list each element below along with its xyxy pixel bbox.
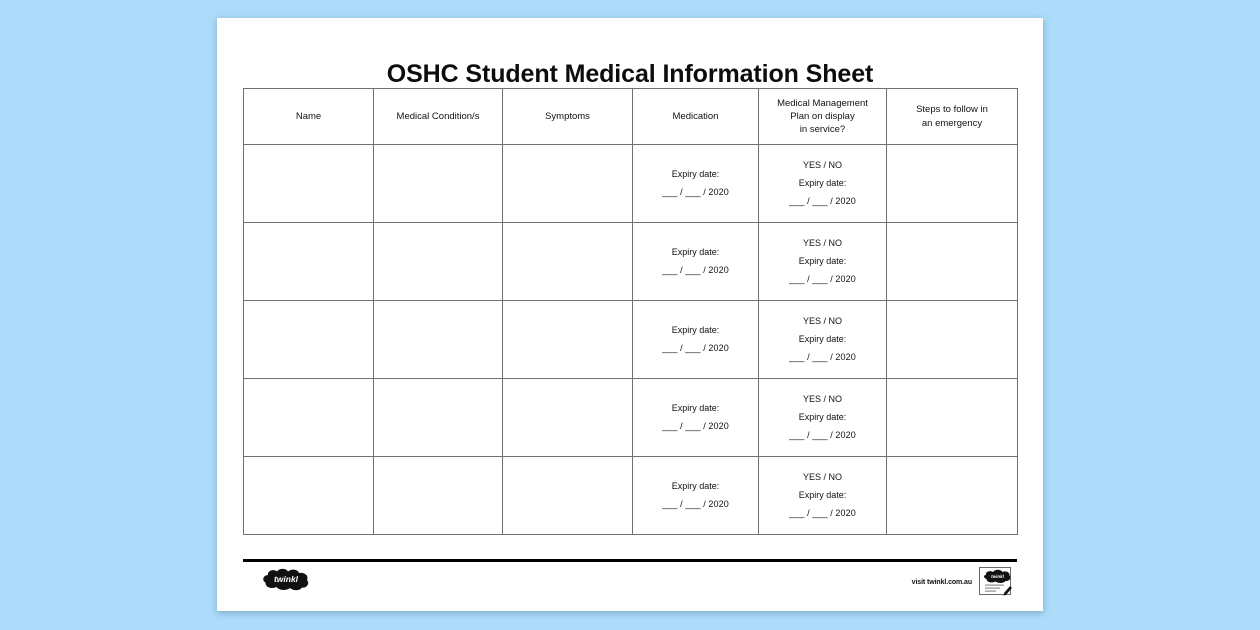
mmp-yes-no-option[interactable]: YES / NO (802, 316, 842, 326)
medication-expiry-date-field[interactable]: ___ / ___ / 2020 (662, 265, 729, 275)
table-row (244, 145, 1018, 223)
footer-divider (243, 559, 1017, 562)
row-cell-symptoms[interactable] (503, 457, 633, 535)
column-header-condition-label: Medical Condition/s (396, 110, 480, 122)
column-header-steps-line-2: an emergency (921, 117, 983, 129)
table-row (244, 379, 1018, 457)
medication-expiry-group (633, 301, 758, 378)
mmp-expiry-label: Expiry date: (798, 178, 847, 188)
column-header-symptoms-label: Symptoms (545, 110, 590, 122)
table-row (244, 301, 1018, 379)
column-header-symptoms (503, 89, 633, 145)
mmp-group (759, 301, 886, 378)
row-cell-medical-management-plan[interactable] (759, 223, 887, 301)
medication-expiry-group (633, 145, 758, 222)
mmp-expiry-label: Expiry date: (798, 412, 847, 422)
mmp-group (759, 457, 886, 534)
footer-brand-group (912, 564, 1013, 600)
medication-expiry-label: Expiry date: (671, 403, 720, 413)
twinkl-cloud-logo-icon (261, 568, 311, 591)
row-cell-medication[interactable] (633, 223, 759, 301)
medication-expiry-group (633, 223, 758, 300)
row-cell-emergency-steps[interactable] (887, 379, 1018, 457)
svg-text:twinkl: twinkl (273, 574, 299, 584)
column-header-name (244, 89, 374, 145)
row-cell-medical-management-plan[interactable] (759, 145, 887, 223)
mmp-expiry-date-field[interactable]: ___ / ___ / 2020 (789, 430, 856, 440)
mmp-group (759, 379, 886, 456)
row-cell-name[interactable] (244, 223, 374, 301)
mmp-yes-no-option[interactable]: YES / NO (802, 238, 842, 248)
row-cell-name[interactable] (244, 145, 374, 223)
row-cell-medication[interactable] (633, 145, 759, 223)
row-cell-emergency-steps[interactable] (887, 145, 1018, 223)
column-header-mmp-line-2: Plan on display (790, 110, 855, 122)
column-header-emergency-steps (887, 89, 1018, 145)
row-cell-condition[interactable] (374, 223, 503, 301)
row-cell-emergency-steps[interactable] (887, 301, 1018, 379)
table-body (244, 145, 1018, 535)
mmp-expiry-date-field[interactable]: ___ / ___ / 2020 (789, 508, 856, 518)
column-header-mmp-line-3: in service? (799, 124, 846, 136)
mmp-expiry-date-field[interactable]: ___ / ___ / 2020 (789, 352, 856, 362)
table-row (244, 457, 1018, 535)
twinkl-badge-icon (979, 567, 1013, 597)
row-cell-symptoms[interactable] (503, 379, 633, 457)
mmp-expiry-date-field[interactable]: ___ / ___ / 2020 (789, 196, 856, 206)
table-header-row (244, 89, 1018, 145)
row-cell-medication[interactable] (633, 301, 759, 379)
row-cell-condition[interactable] (374, 145, 503, 223)
column-header-steps-line-1: Steps to follow in (916, 104, 988, 116)
medication-expiry-label: Expiry date: (671, 481, 720, 491)
mmp-yes-no-option[interactable]: YES / NO (802, 394, 842, 404)
table-header (244, 89, 1018, 145)
row-cell-symptoms[interactable] (503, 145, 633, 223)
page-footer (243, 564, 1017, 600)
medical-information-table (243, 88, 1018, 535)
medication-expiry-label: Expiry date: (671, 247, 720, 257)
row-cell-symptoms[interactable] (503, 301, 633, 379)
mmp-expiry-label: Expiry date: (798, 334, 847, 344)
row-cell-medication[interactable] (633, 457, 759, 535)
footer-website-url[interactable]: visit twinkl.com.au (911, 578, 972, 586)
mmp-expiry-date-field[interactable]: ___ / ___ / 2020 (789, 274, 856, 284)
medication-expiry-group (633, 379, 758, 456)
medication-expiry-date-field[interactable]: ___ / ___ / 2020 (662, 187, 729, 197)
row-cell-symptoms[interactable] (503, 223, 633, 301)
worksheet-page (217, 18, 1043, 611)
mmp-expiry-label: Expiry date: (798, 490, 847, 500)
row-cell-condition[interactable] (374, 457, 503, 535)
medication-expiry-label: Expiry date: (671, 325, 720, 335)
medication-expiry-group (633, 457, 758, 534)
table-row (244, 223, 1018, 301)
medication-expiry-date-field[interactable]: ___ / ___ / 2020 (662, 499, 729, 509)
row-cell-condition[interactable] (374, 379, 503, 457)
medication-expiry-date-field[interactable]: ___ / ___ / 2020 (662, 421, 729, 431)
column-header-medical-management-plan (759, 89, 887, 145)
row-cell-emergency-steps[interactable] (887, 223, 1018, 301)
row-cell-medical-management-plan[interactable] (759, 379, 887, 457)
medication-expiry-date-field[interactable]: ___ / ___ / 2020 (662, 343, 729, 353)
row-cell-emergency-steps[interactable] (887, 457, 1018, 535)
mmp-expiry-label: Expiry date: (798, 256, 847, 266)
svg-text:twinkl: twinkl (991, 574, 1004, 579)
mmp-yes-no-option[interactable]: YES / NO (802, 472, 842, 482)
row-cell-medication[interactable] (633, 379, 759, 457)
mmp-yes-no-option[interactable]: YES / NO (802, 160, 842, 170)
column-header-medication (633, 89, 759, 145)
row-cell-condition[interactable] (374, 301, 503, 379)
column-header-mmp-line-1: Medical Management (777, 97, 868, 109)
column-header-medication-label: Medication (672, 110, 719, 122)
row-cell-name[interactable] (244, 379, 374, 457)
mmp-group (759, 145, 886, 222)
row-cell-name[interactable] (244, 457, 374, 535)
mmp-group (759, 223, 886, 300)
row-cell-medical-management-plan[interactable] (759, 301, 887, 379)
column-header-name-label: Name (295, 110, 322, 122)
medication-expiry-label: Expiry date: (671, 169, 720, 179)
column-header-condition (374, 89, 503, 145)
row-cell-medical-management-plan[interactable] (759, 457, 887, 535)
page-title: OSHC Student Medical Information Sheet (386, 60, 874, 88)
row-cell-name[interactable] (244, 301, 374, 379)
